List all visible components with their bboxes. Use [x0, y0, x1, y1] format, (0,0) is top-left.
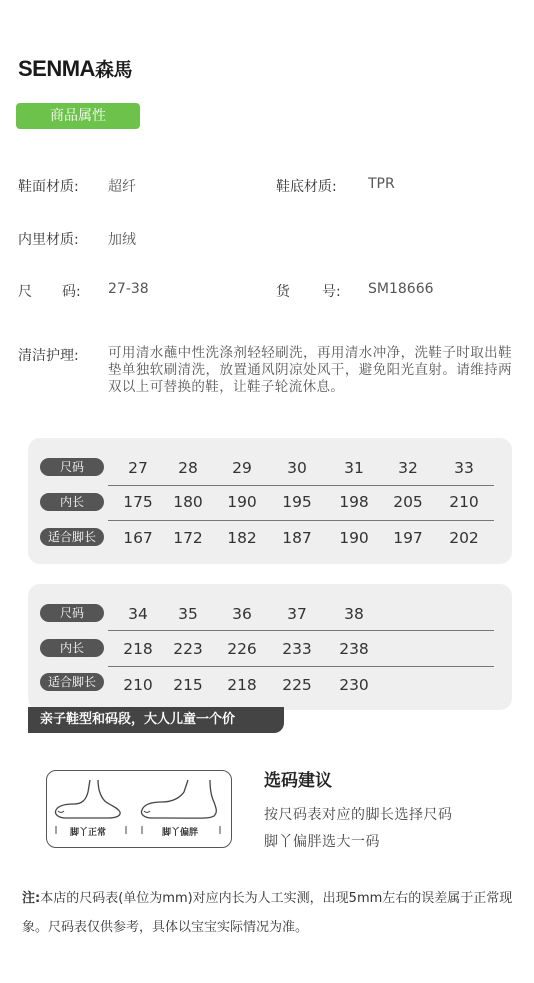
inner-length-cell: 238 [339, 640, 369, 658]
section-title-badge: 商品属性 [16, 103, 140, 129]
foot-length-cell: 182 [227, 529, 257, 547]
foot-length-row-tag: 适合脚长 [40, 528, 104, 546]
care-instructions: 可用清水蘸中性洗涤剂轻轻刷洗，再用清水冲净，洗鞋子时取出鞋垫单独软刷清洗，放置通风阴凉处风干，避免阳光直射。请维持两双以上可替换的鞋，让鞋子轮流休息。 [108, 345, 512, 395]
inner-length-cell: 175 [123, 493, 153, 511]
size-advice-title: 选码建议 [264, 771, 332, 791]
note-prefix: 注: [22, 891, 41, 906]
brand-logo [18, 55, 132, 82]
size-label-char1: 尺 [18, 284, 32, 300]
inner-length-cell: 226 [227, 640, 257, 658]
foot-length-cell: 218 [227, 676, 257, 694]
foot-length-cell: 215 [173, 676, 203, 694]
size-cell: 33 [454, 459, 474, 477]
note-text: 本店的尺码表(单位为mm)对应内长为人工实测，出现5mm左右的误差属于正常现象。尺码表仅供参考，具体以宝宝实际情况为准。 [22, 891, 513, 935]
inner-length-cell: 218 [123, 640, 153, 658]
foot-length-cell: 197 [393, 529, 423, 547]
size-cell: 35 [178, 605, 198, 623]
inner-length-cell: 210 [449, 493, 479, 511]
foot-length-cell: 230 [339, 676, 369, 694]
size-label-char2: 码: [62, 284, 81, 300]
upper-material-value: 超纤 [108, 179, 136, 195]
foot-wide-caption: 脚丫偏胖 [162, 828, 199, 838]
inner-length-cell: 233 [282, 640, 312, 658]
care-label: 清洁护理: [18, 348, 79, 364]
sole-material-value: TPR [368, 176, 395, 192]
size-cell: 34 [128, 605, 148, 623]
size-cell: 27 [128, 459, 148, 477]
size-cell: 30 [287, 459, 307, 477]
size-cell: 36 [232, 605, 252, 623]
size-advice-line: 按尺码表对应的脚长选择尺码 [264, 807, 453, 823]
size-cell: 38 [344, 605, 364, 623]
sole-material-label: 鞋底材质: [276, 179, 337, 195]
inner-length-row-tag: 内长 [40, 639, 104, 657]
upper-material-label: 鞋面材质: [18, 179, 79, 195]
measurement-note [22, 884, 522, 942]
inner-length-cell: 190 [227, 493, 257, 511]
item-number-value: SM18666 [368, 281, 434, 297]
foot-normal-caption: 脚丫正常 [70, 828, 107, 838]
foot-length-cell: 190 [339, 529, 369, 547]
size-cell: 31 [344, 459, 364, 477]
inner-length-cell: 198 [339, 493, 369, 511]
foot-length-cell: 210 [123, 676, 153, 694]
item-label-char1: 货 [276, 284, 290, 300]
row-divider [108, 630, 494, 631]
foot-length-cell: 187 [282, 529, 312, 547]
foot-length-cell: 172 [173, 529, 203, 547]
size-cell: 37 [287, 605, 307, 623]
size-cell: 28 [178, 459, 198, 477]
inner-length-cell: 180 [173, 493, 203, 511]
brand-latin: SENMA [18, 56, 95, 81]
inner-length-cell: 205 [393, 493, 423, 511]
row-divider [108, 520, 494, 521]
size-range-value: 27-38 [108, 281, 149, 297]
foot-length-cell: 202 [449, 529, 479, 547]
brand-cjk: 森馬 [94, 59, 132, 81]
item-label-char2: 号: [322, 284, 341, 300]
foot-length-cell: 167 [123, 529, 153, 547]
size-row-tag: 尺码 [40, 604, 104, 622]
foot-length-row-tag: 适合脚长 [40, 673, 104, 691]
size-cell: 29 [232, 459, 252, 477]
size-advice-line: 脚丫偏胖选大一码 [264, 834, 380, 850]
parent-child-banner: 亲子鞋型和码段，大人儿童一个价 [28, 707, 284, 733]
inner-length-cell: 195 [282, 493, 312, 511]
inner-length-cell: 223 [173, 640, 203, 658]
lining-material-value: 加绒 [108, 232, 136, 248]
foot-length-cell: 225 [282, 676, 312, 694]
row-divider [108, 485, 494, 486]
size-row-tag: 尺码 [40, 458, 104, 476]
size-cell: 32 [398, 459, 418, 477]
lining-material-label: 内里材质: [18, 232, 79, 248]
inner-length-row-tag: 内长 [40, 493, 104, 511]
row-divider [108, 666, 494, 667]
